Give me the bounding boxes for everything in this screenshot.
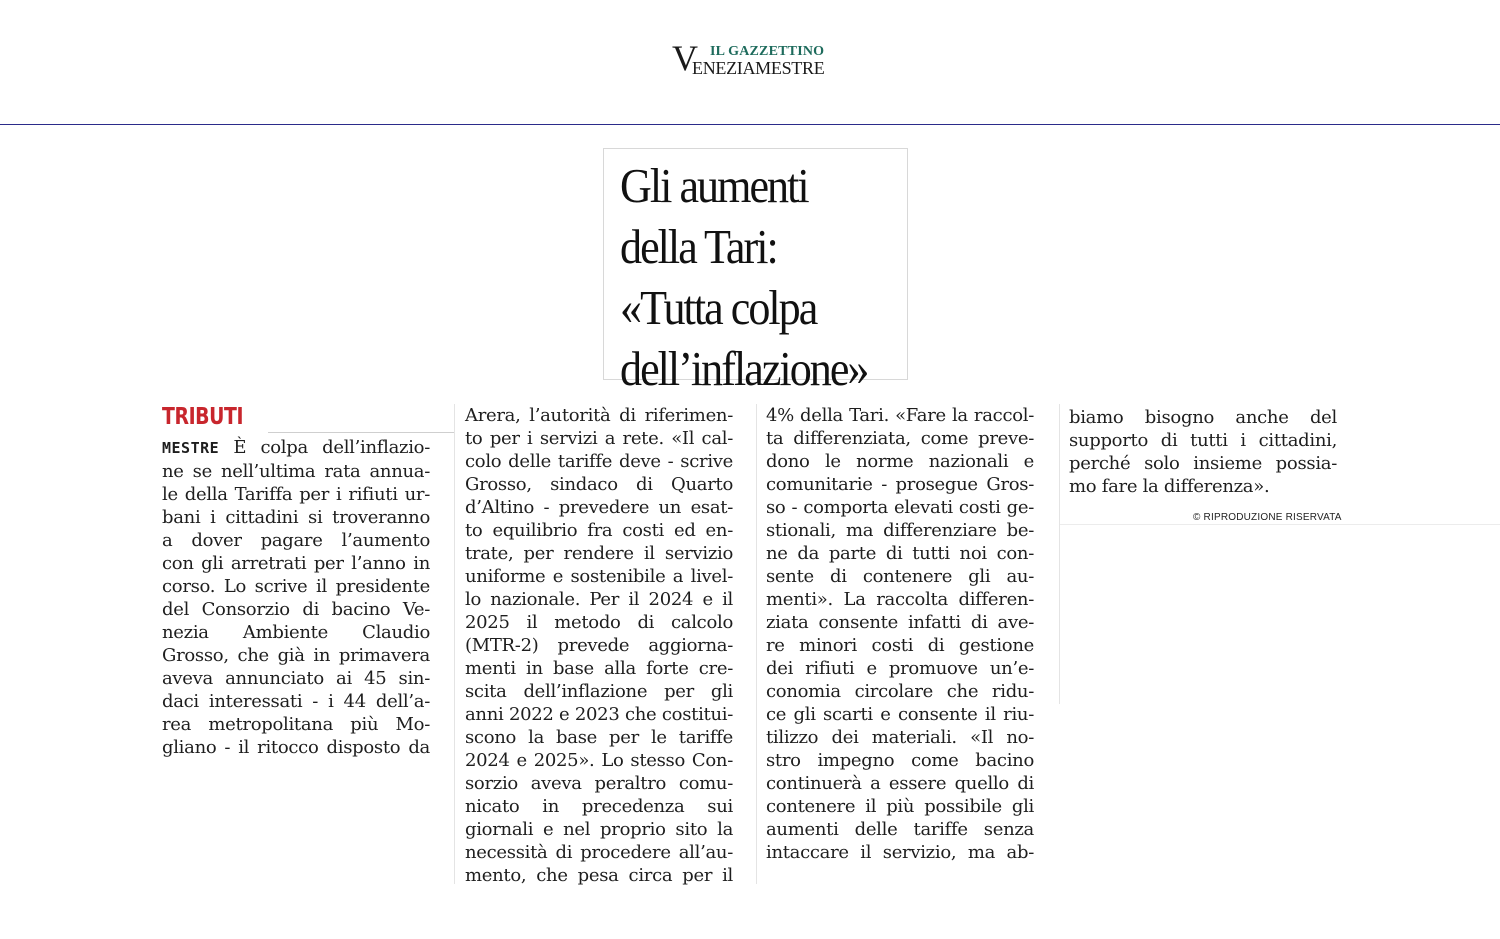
article-text-line: daci interessati - i 44 dell’a- (162, 691, 430, 712)
article-text-line: rea metropolitana più Mo- (162, 714, 430, 735)
article-text-line: (MTR-2) prevede aggiorna- (465, 635, 733, 656)
article-text-line: comunitarie - prosegue Gros- (766, 474, 1034, 495)
article-text-line: lo nazionale. Per il 2024 e il (465, 589, 733, 610)
article-text-line: to equilibrio fra costi ed en- (465, 520, 733, 541)
article-text-line: 2025 il metodo di calcolo (465, 612, 733, 633)
article-text-line: anni 2022 e 2023 che costitui- (465, 704, 733, 725)
article-text-line: aumenti delle tariffe senza (766, 819, 1034, 840)
section-label: TRIBUTI (162, 404, 244, 430)
header-divider (0, 124, 1500, 125)
headline-box (603, 148, 908, 396)
article-text-line: menti». La raccolta differen- (766, 589, 1034, 610)
article-text-line: ce gli scarti e consente il riu- (766, 704, 1034, 725)
article-text-line: nezia Ambiente Claudio (162, 622, 430, 643)
article-column-2 (465, 404, 733, 887)
article-column-1 (162, 436, 430, 759)
article-text-line: dei rifiuti e promuove un’e- (766, 658, 1034, 679)
article-text-line: menti in base alla forte cre- (465, 658, 733, 679)
article-text-line: con gli arretrati per l’anno in (162, 553, 430, 574)
article-text-line: intaccare il servizio, ma ab- (766, 842, 1034, 863)
article-text-line: aveva annunciato ai 45 sin- (162, 668, 430, 689)
article-text-line: gliano - il ritocco disposto da (162, 737, 430, 758)
article-text-line: re minori costi di gestione (766, 635, 1034, 656)
article-text-line: continuerà a essere quello di (766, 773, 1034, 794)
article-text-line: biamo bisogno anche del (1069, 407, 1337, 428)
article-text-line (162, 436, 430, 460)
article-text-line: to per i servizi a rete. «Il cal- (465, 428, 733, 449)
article-text-line: mo fare la differenza». (1069, 476, 1270, 497)
article-text-line: mento, che pesa circa per il (465, 865, 733, 886)
masthead-line2: ENEZIAMESTRE (692, 58, 825, 78)
article-text-line: sorzio aveva peraltro comu- (465, 773, 733, 794)
article-text-line: a dover pagare l’aumento (162, 530, 430, 551)
article-text-line: Arera, l’autorità di riferimen- (465, 405, 733, 426)
masthead-initial: V (672, 38, 698, 78)
article-headline: Gli aumenti della Tari: «Tutta colpa dell’inflazione» (620, 158, 868, 396)
article-text-line: sente di contenere gli au- (766, 566, 1034, 587)
article-text-line: perché solo insieme possia- (1069, 453, 1337, 474)
article-text-line: 2024 e 2025». Lo stesso Con- (465, 750, 733, 771)
article-text-line: corso. Lo scrive il presidente (162, 576, 430, 597)
article-text-line: d’Altino - prevedere un esat- (465, 497, 733, 518)
article-text-line: del Consorzio di bacino Ve- (162, 599, 430, 620)
article-text-line: contenere il più possibile gli (766, 796, 1034, 817)
article-text-line: colo delle tariffe deve - scrive (465, 451, 733, 472)
article-text-line: stro impegno come bacino (766, 750, 1034, 771)
section-rule (268, 432, 454, 433)
article-column-4 (1069, 406, 1337, 498)
column-separator (454, 404, 455, 884)
end-rule (1060, 524, 1500, 525)
article-text-line: scita dell’inflazione per gli (465, 681, 733, 702)
article-text-line: bani i cittadini si troveranno (162, 507, 430, 528)
dateline: MESTRE (162, 439, 220, 457)
copyright-notice: © RIPRODUZIONE RISERVATA (1193, 512, 1342, 523)
article-text-line: ziata consente infatti di ave- (766, 612, 1034, 633)
article-text-line: trate, per rendere il servizio (465, 543, 733, 564)
masthead-line1: IL GAZZETTINO (710, 44, 825, 59)
article-text-line: Grosso, che già in primavera (162, 645, 430, 666)
article-text-line: tilizzo dei materiali. «Il no- (766, 727, 1034, 748)
article-text-line: 4% della Tari. «Fare la raccol- (766, 405, 1034, 426)
article-text-line: ta differenziata, come preve- (766, 428, 1034, 449)
column-separator (1059, 404, 1060, 704)
article-text-fragment: È colpa dell’inflazio- (219, 437, 430, 458)
article-text-line: supporto di tutti i cittadini, (1069, 430, 1337, 451)
article-text-line: stionali, ma differenziare be- (766, 520, 1034, 541)
article-text-line: ne da parte di tutti noi con- (766, 543, 1034, 564)
article-text-line: nicato in precedenza sui (465, 796, 733, 817)
article-text-line: dono le norme nazionali e (766, 451, 1034, 472)
article-text-line: Grosso, sindaco di Quarto (465, 474, 733, 495)
article-text-line: ne se nell’ultima rata annua- (162, 461, 430, 482)
article-text-line: le della Tariffa per i rifiuti ur- (162, 484, 430, 505)
article-text-line: so - comporta elevati costi ge- (766, 497, 1034, 518)
masthead-logo (672, 38, 842, 84)
article-text-line: uniforme e sostenibile a livel- (465, 566, 733, 587)
column-separator (756, 404, 757, 884)
article-column-3 (766, 404, 1034, 864)
article-text-line: conomia circolare che ridu- (766, 681, 1034, 702)
article-text-line: necessità di procedere all’au- (465, 842, 733, 863)
article-text-line: scono la base per le tariffe (465, 727, 733, 748)
article-text-line: giornali e nel proprio sito la (465, 819, 733, 840)
